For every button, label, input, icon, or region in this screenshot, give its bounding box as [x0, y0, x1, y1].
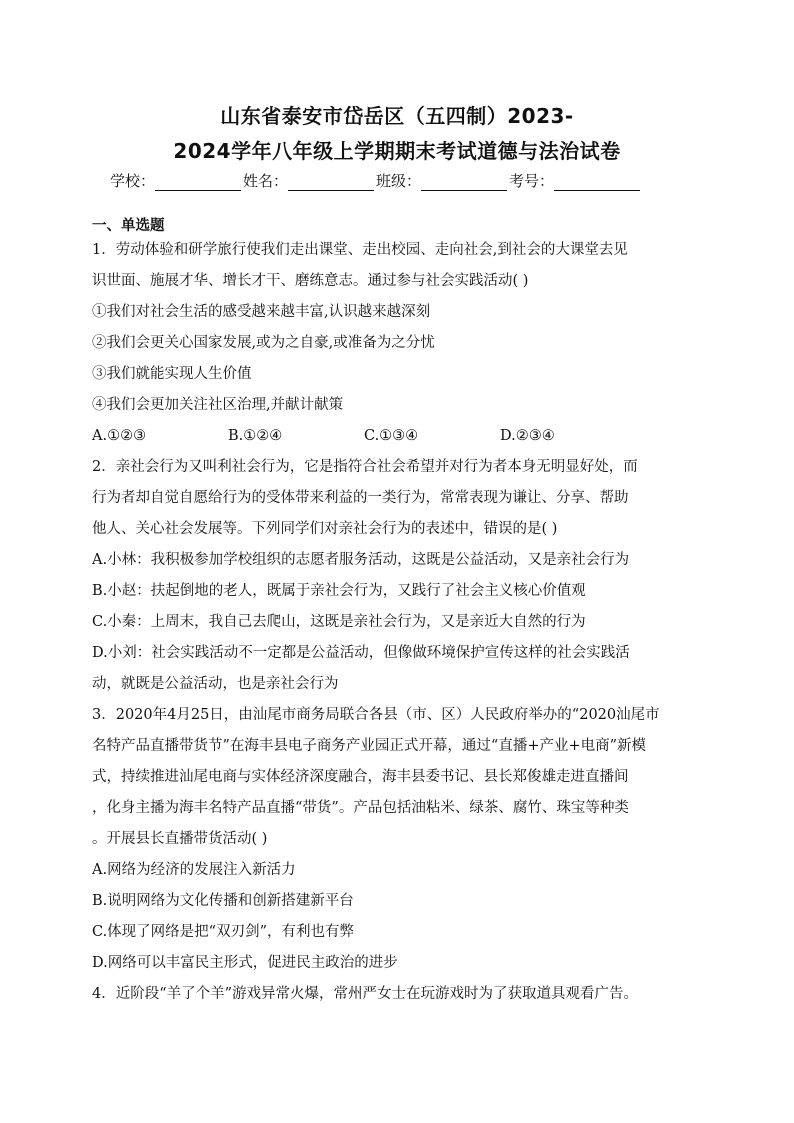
q2-stem-line: 2．亲社会行为又叫利社会行为，它是指符合社会希望并对行为者本身无明显好处，而 [92, 459, 638, 475]
q1-stem-line: 识世面、施展才华、增长才干、磨练意志。通过参与社会实践活动( ) [92, 273, 529, 289]
q1-options [92, 421, 700, 452]
q1-option-d[interactable]: D.②③④ [500, 428, 555, 444]
q3-stem-line: 式，持续推进汕尾电商与实体经济深度融合，海丰县委书记、县长郑俊雄走进直播间 [92, 769, 629, 785]
q2-option-c[interactable]: C.小秦：上周末，我自己去爬山，这既是亲社会行为，又是亲近大自然的行为 [92, 614, 586, 630]
q1-option-c[interactable]: C.①③④ [364, 428, 419, 444]
exam-title-line1: 山东省泰安市岱岳区（五四制）2023- [220, 104, 574, 128]
q1-statement: ③我们就能实现人生价值 [92, 366, 252, 382]
q3-option-c[interactable]: C.体现了网络是把“双刃剑”，有利也有弊 [92, 924, 355, 940]
q1-option-a[interactable]: A.①②③ [92, 428, 147, 444]
name-label: 姓名： [243, 172, 289, 190]
q2-option-b[interactable]: B.小赵：扶起倒地的老人，既属于亲社会行为，又践行了社会主义核心价值观 [92, 583, 586, 599]
school-blank[interactable] [155, 173, 241, 191]
q1-option-b[interactable]: B.①②④ [228, 428, 283, 444]
q2-option-d[interactable]: D.小刘：社会实践活动不一定都是公益活动，但像做环境保护宣传这样的社会实践活 [92, 645, 630, 661]
q3-option-d[interactable]: D.网络可以丰富民主形式，促进民主政治的进步 [92, 955, 398, 971]
q1-statement: ④我们会更加关注社区治理,并献计献策 [92, 397, 344, 413]
q3-stem-line: 。开展县长直播带货活动( ) [92, 831, 268, 847]
class-label: 班级： [376, 172, 422, 190]
q2-option-d-cont: 动，就既是公益活动，也是亲社会行为 [92, 676, 339, 692]
q3-stem-line: 名特产品直播带货节”在海丰县电子商务产业园正式开幕，通过“直播+产业+电商”新模 [92, 738, 647, 754]
school-label: 学校： [110, 172, 156, 190]
q1-statement: ①我们对社会生活的感受越来越丰富,认识越来越深刻 [92, 304, 431, 320]
student-info-row [110, 170, 680, 191]
q2-stem-line: 他人、关心社会发展等。下列同学们对亲社会行为的表述中，错误的是( ) [92, 521, 558, 537]
class-blank[interactable] [421, 173, 507, 191]
q1-statement: ②我们会更关心国家发展,或为之自豪,或准备为之分忧 [92, 335, 435, 351]
exam-number-blank[interactable] [554, 173, 640, 191]
name-blank[interactable] [288, 173, 374, 191]
q4-stem-line: 4．近阶段“羊了个羊”游戏异常火爆，常州严女士在玩游戏时为了获取道具观看广告。 [92, 986, 639, 1002]
q2-stem-line: 行为者却自觉自愿给行为的受体带来利益的一类行为，常常表现为谦让、分享、帮助 [92, 490, 629, 506]
section-heading: 一、单选题 [92, 218, 165, 234]
q3-stem-line: ，化身主播为海丰名特产品直播“带货”。产品包括油粘米、绿茶、腐竹、珠宝等种类 [92, 800, 629, 816]
q1-stem-line: 1．劳动体验和研学旅行使我们走出课堂、走出校园、走向社会,到社会的大课堂去见 [92, 242, 628, 258]
q3-option-a[interactable]: A.网络为经济的发展注入新活力 [92, 862, 296, 878]
q3-stem-line: 3．2020年4月25日，由汕尾市商务局联合各县（市、区）人民政府举办的“2020汕尾市 [92, 707, 660, 723]
q3-option-b[interactable]: B.说明网络为文化传播和创新搭建新平台 [92, 893, 354, 909]
exam-title-line2: 2024学年八年级上学期期末考试道德与法治试卷 [173, 139, 621, 163]
exam-number-label: 考号： [509, 172, 555, 190]
question-list [92, 235, 700, 1010]
q2-option-a[interactable]: A.小林：我积极参加学校组织的志愿者服务活动，这既是公益活动，又是亲社会行为 [92, 552, 630, 568]
